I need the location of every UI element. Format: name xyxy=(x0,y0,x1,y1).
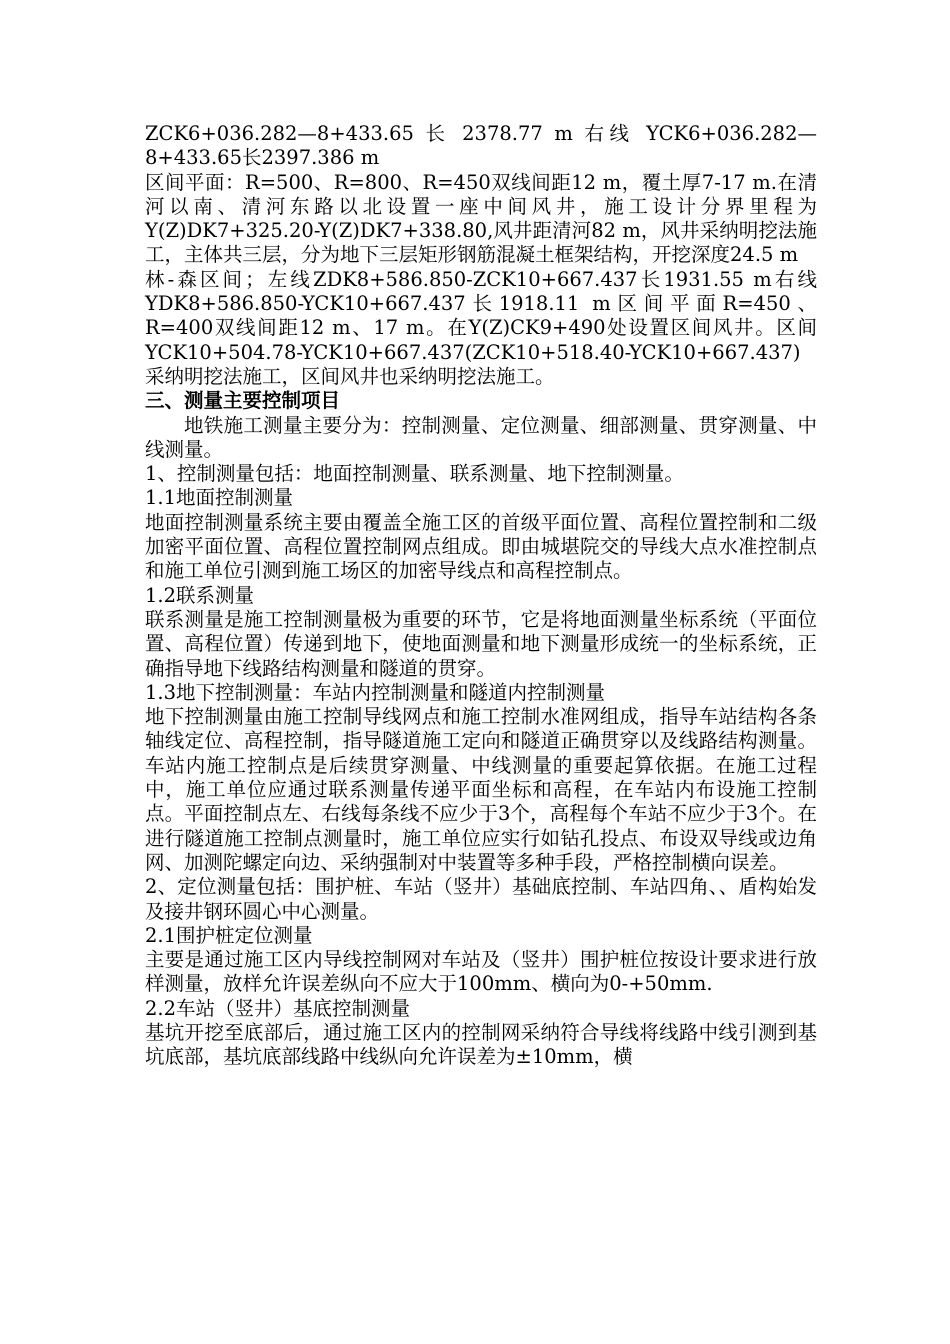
paragraph-underground-control: 地下控制测量由施工控制导线网点和施工控制水准网组成，指导车站结构各条轴线定位、高程控制，指导隧道施工定向和隧道正确贯穿以及线路结构测量。车站内施工控制点是后续贯穿测量、中线测量的重要起算依据。在施工过程中，施工单位应通过联系测量传递平面坐标和高程，在车站内布设施工控制点。平面控制点左、右线每条线不应少于3个，高程每个车站不应少于3个。在进行隧道施工控制点测量时，施工单位应实行如钻孔投点、布设双导线或边角网、加测陀螺定向边、采纳强制对中装置等多种手段，严格控制横向误差。 xyxy=(145,705,817,874)
section-heading: 三、测量主要控制项目 xyxy=(145,389,341,413)
paragraph-item-1: 1、控制测量包括：地面控制测量、联系测量、地下控制测量。 xyxy=(145,462,684,486)
paragraph-section-plan: 区间平面：R=500、R=800、R=450双线间距12 m，覆土厚7-17 m.在清河以南、清河东路以北设置一座中间风井，施工设计分界里程为Y(Z)DK7+325.20-Y(Z)DK7+338.80,风井距清河82 m，风井采纳明挖法施工，主体共三层，分为地下三层矩形钢筋混凝土框架结构，开挖深度24.5 m xyxy=(145,170,817,267)
document-page xyxy=(145,122,817,1070)
subheading-2-1: 2.1围护桩定位测量 xyxy=(145,923,313,947)
paragraph-ground-control: 地面控制测量系统主要由覆盖全施工区的首级平面位置、高程位置控制和二级加密平面位置、高程位置控制网点组成。即由城堪院交的导线大点水准控制点和施工单位引测到施工场区的加密导线点和高程控制点。 xyxy=(145,510,817,583)
paragraph-connection-survey: 联系测量是施工控制测量极为重要的环节，它是将地面测量坐标系统（平面位置、高程位置）传递到地下，使地面测量和地下测量形成统一的坐标系统，正确指导地下线路结构测量和隧道的贯穿。 xyxy=(145,607,817,680)
paragraph-base-control: 基坑开挖至底部后，通过施工区内的控制网采纳符合导线将线路中线引测到基坑底部，基坑底部线路中线纵向允许误差为±10mm，横 xyxy=(145,1020,817,1069)
subheading-2-2: 2.2车站（竖井）基底控制测量 xyxy=(145,996,411,1020)
subheading-1-3: 1.3地下控制测量：车站内控制测量和隧道内控制测量 xyxy=(145,680,606,704)
paragraph-intro: 地铁施工测量主要分为：控制测量、定位测量、细部测量、贯穿测量、中线测量。 xyxy=(145,413,817,461)
subheading-1-2: 1.2联系测量 xyxy=(145,583,255,607)
paragraph-alignment-1: ZCK6+036.282—8+433.65 长 2378.77 m 右线 YCK6+036.282—8+433.65长2397.386 m xyxy=(145,122,817,170)
subheading-1-1: 1.1地面控制测量 xyxy=(145,486,294,510)
paragraph-lin-sen-section: 林-森区间；左线ZDK8+586.850-ZCK10+667.437长1931.55 m右线YDK8+586.850-YCK10+667.437长1918.11 m区间平面R=450、R=400双线间距12 m、17 m。在Y(Z)CK9+490处设置区间风井。区间YCK10+504.78-YCK10+667.437(ZCK10+518.40-YCK10+667.437)采纳明挖法施工，区间风井也采纳明挖法施工。 xyxy=(145,267,817,388)
paragraph-item-2: 2、定位测量包括：围护桩、车站（竖井）基础底控制、车站四角、、盾构始发及接井钢环圆心中心测量。 xyxy=(145,875,817,923)
paragraph-pile-positioning: 主要是通过施工区内导线控制网对车站及（竖井）围护桩位按设计要求进行放样测量，放样允许误差纵向不应大于100mm、横向为0-+50mm. xyxy=(145,948,817,996)
